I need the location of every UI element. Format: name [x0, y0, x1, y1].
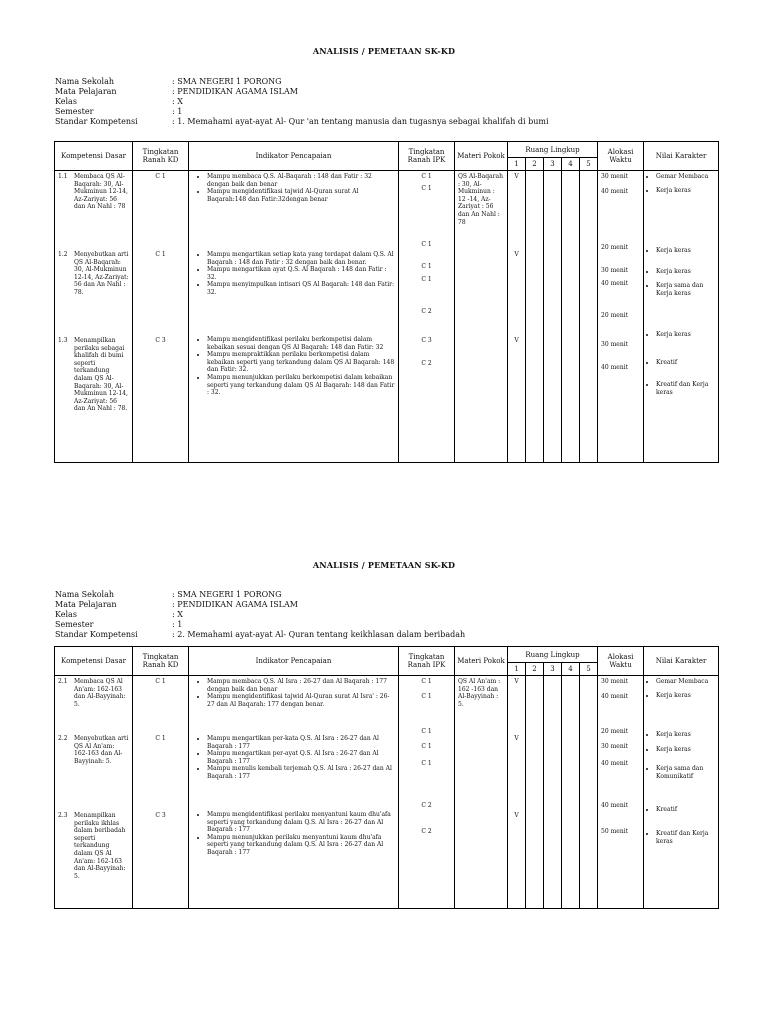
nilai-item: • Kerja keras [656, 731, 716, 746]
ranah-kd: C 1 [155, 173, 166, 180]
indicator-list [189, 171, 398, 249]
ruang-check: V [514, 812, 519, 819]
ranah-kd: C 3 [155, 812, 166, 819]
value-mata-pelajaran: : PENDIDIKAN AGAMA ISLAM [172, 87, 298, 96]
th-rl-4: 4 [562, 663, 580, 676]
th-rl-3: 3 [544, 663, 562, 676]
ranah-ipk: C 1 [421, 743, 432, 750]
th-ruang-lingkup: Ruang Lingkup [508, 647, 598, 663]
ruang-check: V [514, 337, 519, 344]
alokasi: 40 menit [601, 802, 629, 809]
th-rl-2: 2 [526, 158, 544, 171]
th-nilai: Nilai Karakter [644, 142, 719, 171]
th-rl-5: 5 [580, 158, 598, 171]
ranah-kd: C 1 [155, 735, 166, 742]
th-rl-1: 1 [508, 663, 526, 676]
alokasi: 40 menit [601, 364, 629, 371]
kd-item [55, 676, 132, 733]
indicator-item: • Mampu mengidentifikasi perilaku berkompetisi dalam kebaikan sesuai dengan QS Al Baqarah: 148 dan Fatir: 32 [207, 336, 395, 351]
value-mata-pelajaran: : PENDIDIKAN AGAMA ISLAM [172, 600, 298, 609]
alokasi: 20 menit [601, 244, 629, 251]
th-kd: Kompetensi Dasar [55, 647, 133, 676]
kd-text: Menampilkan perilaku sebagai khalifah di bumi seperti terkandung dalam QS Al-Baqarah: 30, Al-Mukminun 12-14, Az-Zariyat: 56 dan An Nahl : 78. [74, 337, 128, 413]
alokasi: 50 menit [601, 828, 629, 835]
alokasi: 20 menit [601, 728, 629, 735]
kd-text: Menyebutkan arti QS Al An'am: 162-163 dan Al-Bayyinah: 5. [74, 735, 129, 765]
kd-item [55, 249, 132, 335]
label-mata-pelajaran: Mata Pelajaran [55, 87, 117, 96]
nilai-item: • Kerja sama dan Kerja keras [656, 282, 716, 297]
ranah-ipk: C 1 [421, 262, 432, 270]
value-nama-sekolah: : SMA NEGERI 1 PORONG [172, 77, 282, 86]
kd-text: Menampilkan perilaku ikhlas dalam beribadah seperti terkandung dalam QS Al An'am: 162-163 dan Al-Bayyinah: 5. [74, 812, 126, 880]
th-materi: Materi Pokok [455, 142, 508, 171]
mapping-table [54, 141, 719, 463]
nilai-item: • Kerja keras [656, 268, 716, 282]
ranah-ipk: C 2 [421, 307, 432, 315]
nilai-item: • Gemar Membaca [656, 173, 716, 187]
indicator-item: • Mampu mengartikan setiap kata yang terdapat dalam Q.S. Al Baqarah : 148 dan Fatir : 32 dengan baik dan benar. [207, 251, 395, 266]
kd-number: 1.3 [58, 337, 68, 344]
th-kd: Kompetensi Dasar [55, 142, 133, 171]
ranah-ipk: C 1 [421, 728, 432, 735]
indicator-item: • Mampu mengidentifikasi tajwid Al-Quran surat Al Isra' : 26-27 dan Al Baqarah: 177 dengan benar. [207, 693, 395, 708]
kd-text: Membaca QS Al An'am: 162-163 dan Al-Bayyinah: 5. [74, 678, 126, 708]
ranah-ipk: C 2 [421, 802, 432, 809]
value-semester: : 1 [172, 620, 183, 629]
nilai-item: • Kerja keras [656, 331, 716, 359]
th-ruang-lingkup: Ruang Lingkup [508, 142, 598, 158]
alokasi: 40 menit [601, 280, 629, 287]
indicator-item: • Mampu mengartikan per-ayat Q.S. Al Isra : 26-27 dan Al Baqarah : 177 [207, 750, 395, 765]
ranah-ipk: C 1 [421, 275, 432, 283]
materi-pokok: QS Al-Baqarah : 30, Al-Mukminun : 12 -14, Az-Zariyat : 56 dan An Nahl : 78 [458, 173, 503, 226]
kd-item [55, 810, 132, 882]
ranah-ipk: C 1 [421, 678, 432, 685]
ranah-kd: C 1 [155, 678, 166, 685]
ranah-ipk: C 3 [421, 336, 432, 344]
th-rl-1: 1 [508, 158, 526, 171]
label-standar-kompetensi: Standar Kompetensi [55, 630, 138, 639]
table-row [55, 676, 719, 909]
indicator-item: • Mampu mengidentifikasi tajwid Al-Quran surat Al Baqarah:148 dan Fatir:32dengan benar [207, 188, 395, 203]
label-semester: Semester [55, 620, 94, 629]
nilai-item: • Kreatif [656, 359, 716, 381]
value-semester: : 1 [172, 107, 183, 116]
th-alokasi: Alokasi Waktu [598, 142, 644, 171]
nilai-item: • Gemar Membaca [656, 678, 716, 692]
label-semester: Semester [55, 107, 94, 116]
th-ranah-kd: Tingkatan Ranah KD [133, 647, 189, 676]
nilai-list [644, 676, 718, 729]
kd-item [55, 171, 132, 249]
indicator-item: • Mampu membaca Q.S. Al Isra : 26-27 dan Al Baqarah : 177 dengan baik dan benar [207, 678, 395, 693]
page-title: ANALISIS / PEMETAAN SK-KD [312, 560, 456, 570]
indicator-list [189, 809, 398, 857]
ranah-ipk: C 1 [421, 693, 432, 700]
th-rl-3: 3 [544, 158, 562, 171]
header-info [55, 77, 549, 127]
kd-item [55, 733, 132, 810]
indicator-item: • Mampu mengidentifikasi perilaku menyantuni kaum dhu'afa seperti yang terkandung dalam Q.S. Al Isra : 26-27 dan Al Baqarah : 177 [207, 811, 395, 834]
indicator-list [189, 249, 398, 334]
alokasi: 30 menit [601, 267, 629, 274]
nilai-item: • Kreatif dan Kerja keras [656, 830, 716, 845]
label-kelas: Kelas [55, 97, 77, 106]
kd-text: Membaca QS Al-Baqarah: 30, Al-Mukminun 12-14, Az-Zariyat: 56 dan An Nahl : 78 [74, 173, 128, 211]
th-ranah-kd: Tingkatan Ranah KD [133, 142, 189, 171]
table-row [55, 171, 719, 463]
th-indikator: Indikator Pencapaian [189, 142, 399, 171]
label-nama-sekolah: Nama Sekolah [55, 77, 115, 86]
ranah-ipk: C 2 [421, 828, 432, 835]
mapping-table [54, 646, 719, 909]
kd-item [55, 335, 132, 415]
alokasi: 20 menit [601, 312, 629, 319]
nilai-item: • Kerja sama dan Komunikatif [656, 765, 716, 780]
th-ranah-ipk: Tingkatan Ranah IPK [399, 647, 455, 676]
kd-number: 2.1 [58, 678, 68, 685]
nilai-item: • Kreatif [656, 806, 716, 830]
value-nama-sekolah: : SMA NEGERI 1 PORONG [172, 590, 282, 599]
th-indikator: Indikator Pencapaian [189, 647, 399, 676]
nilai-list [644, 171, 718, 245]
indicator-item: • Mampu membaca Q.S. Al-Baqarah : 148 dan Fatir : 32 dengan baik dan benar [207, 173, 395, 188]
label-kelas: Kelas [55, 610, 77, 619]
ranah-ipk: C 1 [421, 184, 432, 192]
label-standar-kompetensi: Standar Kompetensi [55, 117, 138, 126]
value-standar-kompetensi: : 2. Memahami ayat-ayat Al- Quran tentang keikhlasan dalam beribadah [172, 630, 466, 639]
alokasi: 40 menit [601, 760, 629, 767]
nilai-list [644, 729, 718, 804]
kd-number: 2.2 [58, 735, 68, 742]
ranah-kd: C 3 [155, 337, 166, 344]
th-rl-4: 4 [562, 158, 580, 171]
kd-number: 1.1 [58, 173, 68, 180]
nilai-list [644, 329, 718, 396]
nilai-list [644, 804, 718, 845]
th-nilai: Nilai Karakter [644, 647, 719, 676]
nilai-item: • Kerja keras [656, 746, 716, 765]
nilai-item: • Kerja keras [656, 247, 716, 268]
nilai-item: • Kerja keras [656, 187, 716, 195]
indicator-item: • Mampu mengartikan per-kata Q.S. Al Isra : 26-27 dan Al Baqarah : 177 [207, 735, 395, 750]
ruang-check: V [514, 735, 519, 742]
th-ranah-ipk: Tingkatan Ranah IPK [399, 142, 455, 171]
ruang-check: V [514, 678, 519, 685]
th-materi: Materi Pokok [455, 647, 508, 676]
indicator-list [189, 676, 398, 733]
th-rl-2: 2 [526, 663, 544, 676]
alokasi: 30 menit [601, 743, 629, 750]
alokasi: 30 menit [601, 173, 629, 180]
ranah-ipk: C 2 [421, 359, 432, 367]
indicator-list [189, 334, 398, 397]
indicator-item: • Mampu mempraktikkan perilaku berkompetisi dalam kebaikan seperti yang terkandung dalam QS Al Baqarah: 148 dan Fatir: 32. [207, 351, 395, 374]
label-mata-pelajaran: Mata Pelajaran [55, 600, 117, 609]
indicator-item: • Mampu menyimpulkan intisari QS Al Baqarah: 148 dan Fatir: 32. [207, 281, 395, 296]
page-title: ANALISIS / PEMETAAN SK-KD [312, 46, 456, 56]
indicator-list [189, 733, 398, 809]
indicator-item: • Mampu mengartikan ayat Q.S. Al Baqarah : 148 dan Fatir : 32. [207, 266, 395, 281]
kd-number: 2.3 [58, 812, 68, 819]
alokasi: 40 menit [601, 693, 629, 700]
materi-pokok: QS Al An'am : 162 -163 dan Al-Bayyinah : 5. [458, 678, 501, 708]
nilai-item: • Kreatif dan Kerja keras [656, 381, 716, 396]
label-nama-sekolah: Nama Sekolah [55, 590, 115, 599]
value-kelas: : X [172, 97, 183, 106]
ranah-ipk: C 1 [421, 760, 432, 767]
ranah-ipk: C 1 [421, 173, 432, 180]
indicator-item: • Mampu menunjukkan perilaku berkompetisi dalam kebaikan seperti yang terkandung dalam QS Al Baqarah: 148 dan Fatir : 32. [207, 374, 395, 397]
th-alokasi: Alokasi Waktu [598, 647, 644, 676]
value-standar-kompetensi: : 1. Memahami ayat-ayat Al- Qur 'an tentang manusia dan tugasnya sebagai khalifah di bumi [172, 117, 549, 126]
ranah-ipk: C 1 [421, 240, 432, 248]
ruang-check: V [514, 251, 519, 258]
ruang-check: V [514, 173, 519, 180]
alokasi: 40 menit [601, 188, 629, 195]
alokasi: 30 menit [601, 341, 629, 348]
indicator-item: • Mampu menulis kembali terjemah Q.S. Al Isra : 26-27 dan Al Baqarah : 177 [207, 765, 395, 780]
ranah-kd: C 1 [155, 251, 166, 258]
value-kelas: : X [172, 610, 183, 619]
indicator-item: • Mampu menunjukkan perilaku menyantuni kaum dhu'afa seperti yang terkandung dalam Q.S. Al Isra : 26-27 dan Al Baqarah : 177 [207, 834, 395, 857]
alokasi: 30 menit [601, 678, 629, 685]
nilai-item: • Kerja keras [656, 692, 716, 700]
nilai-list [644, 245, 718, 329]
header-info [55, 590, 465, 640]
th-rl-5: 5 [580, 663, 598, 676]
kd-text: Menyebutkan arti QS Al-Baqarah: 30, Al-Mukminun 12-14, Az-Zariyat: 56 dan An Nahl : 78. [74, 251, 129, 296]
kd-number: 1.2 [58, 251, 68, 258]
